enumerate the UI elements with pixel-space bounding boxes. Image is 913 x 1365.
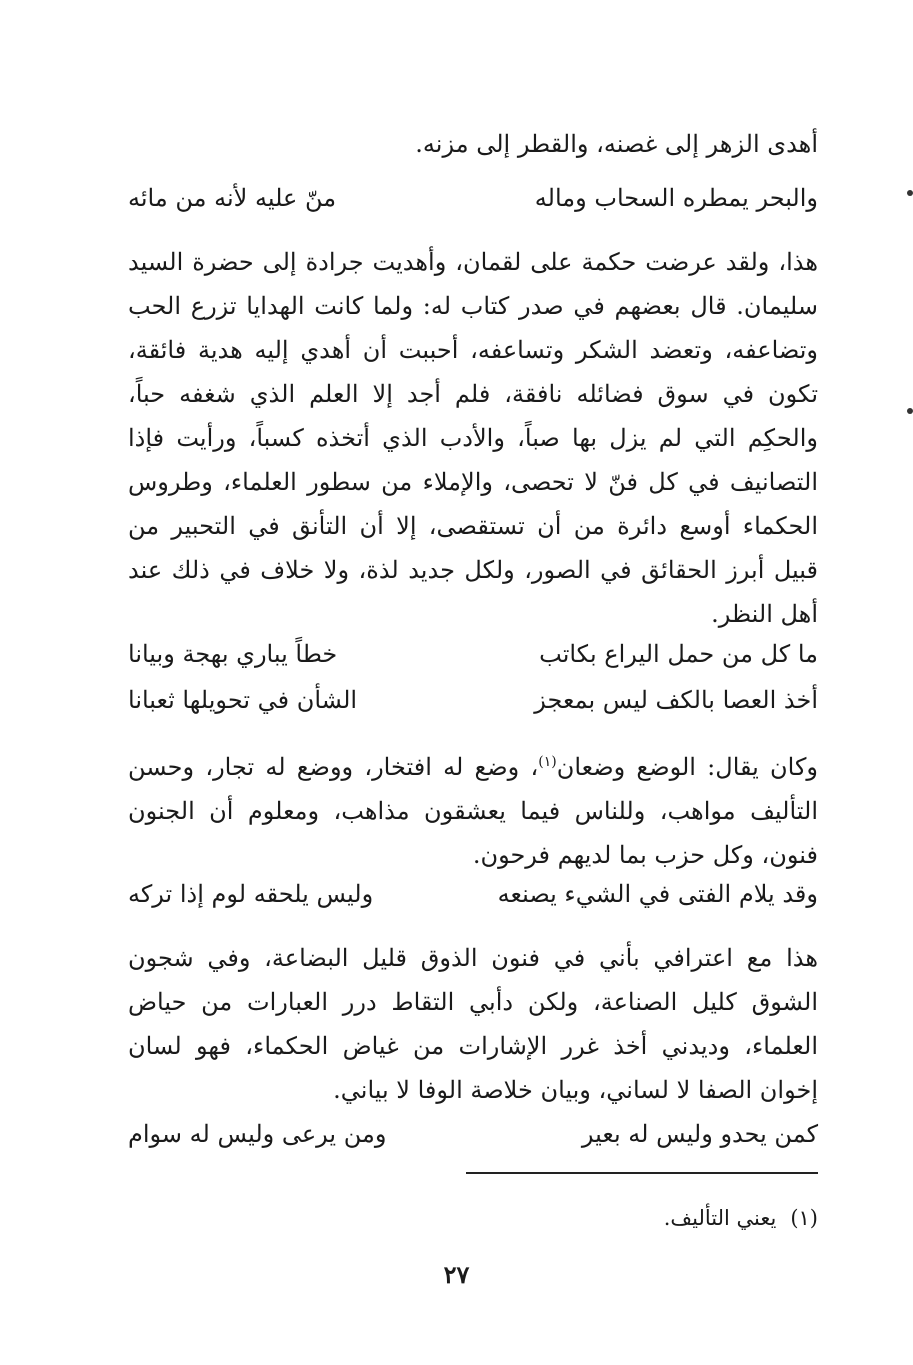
footnote-number: (١) [790,1206,818,1230]
verse-line [128,880,818,924]
verse-hemistich: الشأن في تحويلها ثعبانا [128,686,358,714]
page-number: ٢٧ [443,1260,470,1289]
verse-line [128,1120,818,1164]
footnote-divider [466,1172,818,1174]
footnote-reference: (١) [538,754,557,770]
verse-line [128,640,818,684]
paragraph [128,740,818,877]
verse-hemistich: كمن يحدو وليس له بعير [581,1120,818,1148]
verse-hemistich: أخذ العصا بالكف ليس بمعجز [534,686,818,714]
verse-hemistich: منّ عليه لأنه من مائه [128,184,337,212]
footnote-text: يعني التأليف. [663,1206,777,1230]
verse-hemistich: وليس يلحقه لوم إذا تركه [128,880,374,908]
footnote [664,1206,818,1230]
verse-hemistich: والبحر يمطره السحاب وماله [534,184,818,212]
verse-hemistich: ما كل من حمل اليراع بكاتب [539,640,818,668]
paragraph-text: ، وضع له افتخار، ووضع له تجار، وحسن التأليف مواهب، وللناس فيما يعشقون مذاهب، ومعلوم أن الجنون فنون، وكل حزب بما لديهم فرحون. [128,753,818,869]
paragraph: هذا، ولقد عرضت حكمة على لقمان، وأهديت جرادة إلى حضرة السيد سليمان. قال بعضهم في صدر كتاب له: ولما كانت الهدايا تزرع الحب وتضاعفه، وتعضد الشكر وتساعفه، أحببت أن أهدي إليه هدية فائقة، تكون في سوق فضائله نافقة، فلم أجد إلا العلم الذي شغفه حباً، والحكِم التي لم يزل بها صباً، والأدب الذي أتخذه كسباً، ورأيت فإذا التصانيف في كل فنّ لا تحصى، والإملاء من سطور العلماء، وطروس الحكماء أوسع دائرة من أن تستقصى، إلا أن التأنق في التحبير من قبيل أبرز الحقائق في الصور، ولكل جديد لذة، ولا خلاف في ذلك عند أهل النظر. [128,248,818,628]
verse-hemistich: خطاً يباري بهجة وبيانا [128,640,338,668]
verse-hemistich: وقد يلام الفتى في الشيء يصنعه [497,880,818,908]
prose-line: أهدى الزهر إلى غصنه، والقطر إلى مزنه. [415,130,818,158]
verse-line [128,184,818,228]
paragraph-text: وكان يقال: الوضع وضعان [556,753,819,781]
verse-hemistich: ومن يرعى وليس له سوام [128,1120,387,1148]
margin-dot [907,190,913,196]
margin-dot [907,408,913,414]
paragraph: هذا مع اعترافي بأني في فنون الذوق قليل البضاعة، وفي شجون الشوق كليل الصناعة، ولكن دأبي التقاط درر العبارات من حياض العلماء، وديدني أخذ غرر الإشارات من غياض الحكماء، فهو لسان إخوان الصفا لا لساني، وبيان خلاصة الوفا لا بياني. [128,944,818,1104]
verse-line [128,686,818,730]
